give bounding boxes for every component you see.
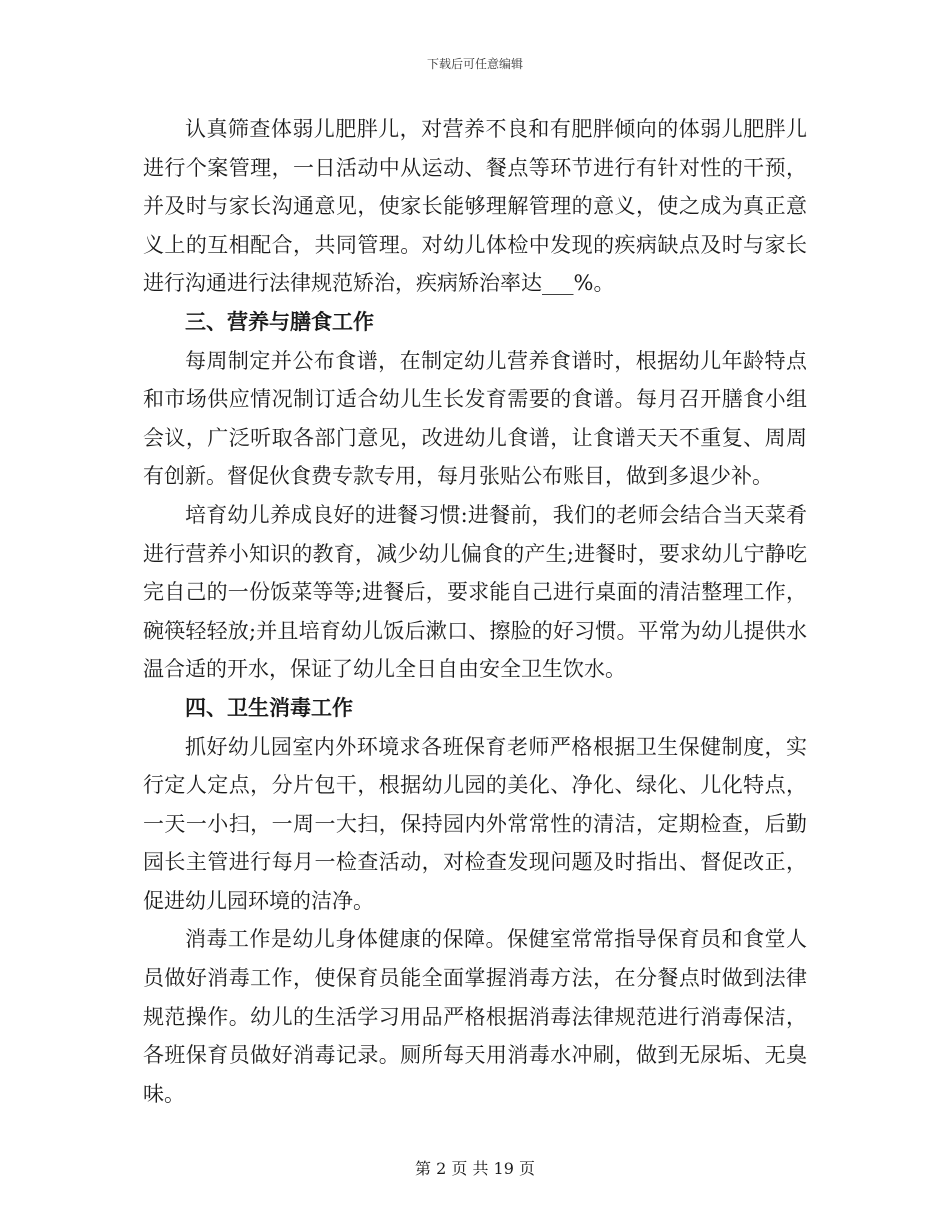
- paragraph-environment-cleaning: 抓好幼儿园室内外环境求各班保育老师严格根据卫生保健制度，实行定人定点，分片包干，根据幼儿园的美化、净化、绿化、儿化特点，一天一小扫，一周一大扫，保持园内外常常性的清洁，定期检查，后勤园长主管进行每月一检查活动，对检查发现问题及时指出、督促改正，促进幼儿园环境的洁净。: [143, 734, 807, 913]
- page-number: 第 2 页 共 19 页: [415, 1159, 535, 1178]
- paragraph-health-management: 认真筛查体弱儿肥胖儿，对营养不良和有肥胖倾向的体弱儿肥胖儿进行个案管理，一日活动中从运动、餐点等环节进行有针对性的干预，并及时与家长沟通意见，使家长能够理解管理的意义，使之成为真正意义上的互相配合，共同管理。对幼儿体检中发现的疾病缺点及时与家长进行沟通进行法律规范矫治，疾病矫治率达___%。: [143, 117, 807, 296]
- page-header: 下载后可任意编辑: [426, 57, 523, 71]
- paragraph-weekly-menu: 每周制定并公布食谱，在制定幼儿营养食谱时，根据幼儿年龄特点和市场供应情况制订适合幼儿生长发育需要的食谱。每月召开膳食小组会议，广泛听取各部门意见，改进幼儿食谱，让食谱天天不重复、周周有创新。督促伙食费专款专用，每月张贴公布账目，做到多退少补。: [143, 348, 807, 489]
- paragraph-eating-habits: 培育幼儿养成良好的进餐习惯:进餐前，我们的老师会结合当天菜肴进行营养小知识的教育，减少幼儿偏食的产生;进餐时，要求幼儿宁静吃完自己的一份饭菜等等;进餐后，要求能自己进行桌面的清洁整理工作，碗筷轻轻放;并且培育幼儿饭后漱口、擦脸的好习惯。平常为幼儿提供水温合适的开水，保证了幼儿全日自由安全卫生饮水。: [143, 502, 807, 682]
- document-body: [143, 110, 807, 1113]
- paragraph-disinfection: 消毒工作是幼儿身体健康的保障。保健室常常指导保育员和食堂人员做好消毒工作，使保育员能全面掌握消毒方法，在分餐点时做到法律规范操作。幼儿的生活学习用品严格根据消毒法律规范进行消毒保洁，各班保育员做好消毒记录。厕所每天用消毒水冲刷，做到无尿垢、无臭味。: [143, 927, 807, 1106]
- section-heading-hygiene: 四、卫生消毒工作: [185, 694, 353, 720]
- section-heading-nutrition: 三、营养与膳食工作: [185, 308, 374, 334]
